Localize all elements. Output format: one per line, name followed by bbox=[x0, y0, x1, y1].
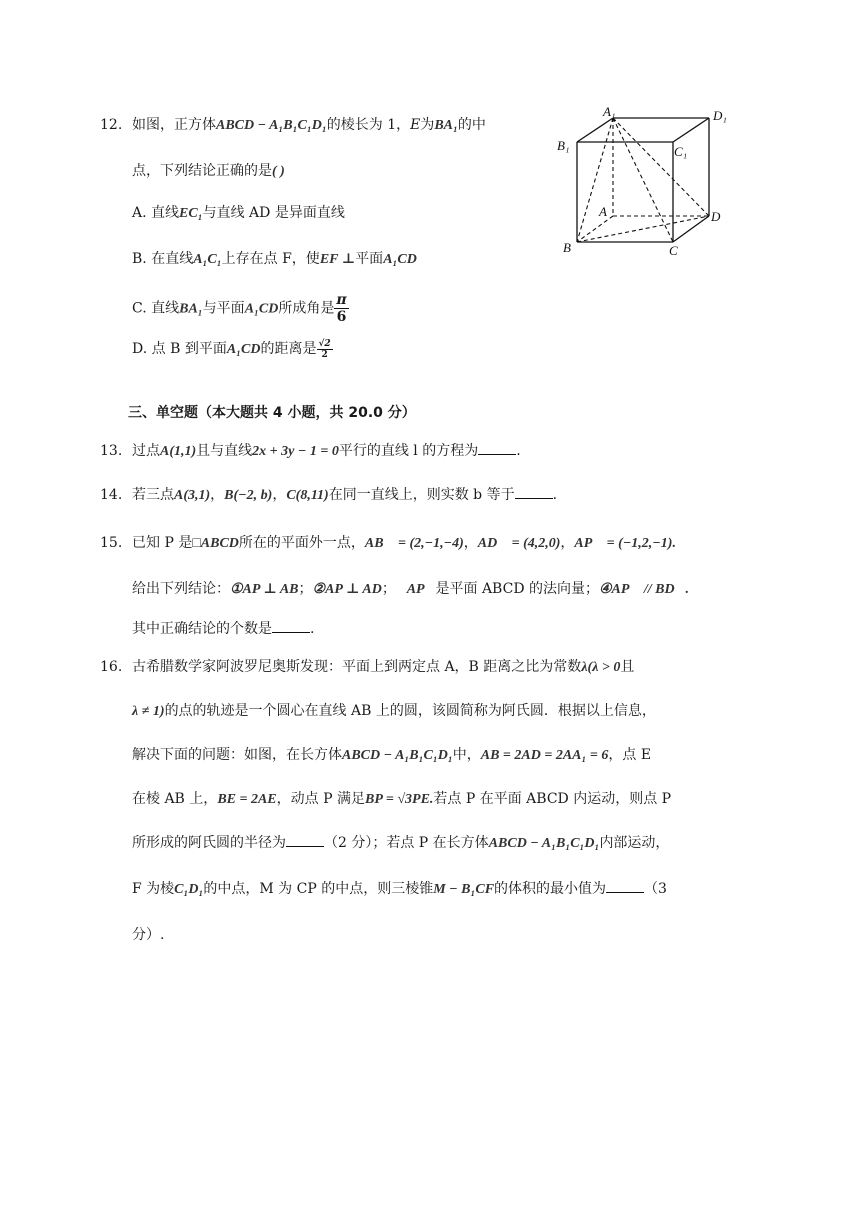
text: 且 bbox=[620, 659, 635, 675]
math-formula: A₁C₁ bbox=[193, 252, 222, 267]
math-formula: A₁CD bbox=[244, 301, 279, 317]
math-formula: ABCD − A₁B₁C₁D₁ bbox=[342, 748, 453, 763]
question-number: 14. bbox=[100, 487, 123, 503]
answer-bracket: ( ) bbox=[272, 164, 285, 179]
section-heading: 三、单空题（本大题共 4 小题，共 20.0 分） bbox=[128, 405, 416, 421]
text: ； bbox=[298, 581, 313, 597]
math-formula: EC₁ bbox=[179, 206, 203, 221]
math-formula: ABCD − A₁B₁C₁D₁ bbox=[216, 118, 327, 133]
text: 给出下列结论： bbox=[132, 581, 230, 597]
text: 且与直线 bbox=[196, 443, 253, 459]
math-formula: A₁CD bbox=[383, 252, 417, 267]
text: ， bbox=[560, 535, 575, 551]
text: 所在的平面外一点， bbox=[238, 535, 365, 551]
math-formula: A₁CD bbox=[226, 342, 261, 357]
question-number: 15. bbox=[100, 535, 123, 551]
text: 的棱长为 1， bbox=[326, 117, 411, 133]
cube-figure bbox=[553, 100, 733, 260]
math-formula: C(8,11) bbox=[286, 488, 329, 503]
option-d bbox=[132, 338, 333, 361]
question-stem-line1 bbox=[132, 656, 634, 679]
text: 的距离是 bbox=[260, 341, 317, 357]
math-formula: B(−2, b) bbox=[224, 488, 273, 503]
answer-blank[interactable] bbox=[272, 618, 310, 633]
question-stem bbox=[132, 484, 557, 507]
text: ， bbox=[210, 487, 225, 503]
answer-blank[interactable] bbox=[286, 832, 324, 847]
vertex-label-a: A bbox=[599, 204, 607, 219]
question-stem-line3 bbox=[132, 618, 314, 640]
question-stem-line1 bbox=[132, 114, 486, 137]
question-stem-line2 bbox=[132, 160, 285, 183]
vertex-label-c1: C₁ bbox=[674, 144, 688, 159]
math-formula: BA₁ bbox=[434, 118, 458, 133]
text: （2 分）；若点 P 在长方体 bbox=[324, 835, 489, 851]
vertex-label-d: D bbox=[711, 209, 721, 224]
text: F 为棱 bbox=[132, 881, 175, 897]
text: 的点的轨迹是一个圆心在直线 AB 上的圆，该圆简称为阿氏圆．根据以上信息， bbox=[164, 703, 656, 719]
text: 的中点，M 为 CP 的中点，则三棱锥 bbox=[203, 881, 434, 897]
text: 的中 bbox=[457, 117, 486, 133]
text: 平面 bbox=[355, 251, 384, 267]
text: 内部运动， bbox=[599, 835, 670, 851]
math-formula: □ABCD bbox=[192, 536, 239, 551]
math-formula: ④AP⃗ // BD⃗. bbox=[599, 582, 689, 597]
math-formula: AD⃗ = (4,2,0) bbox=[477, 536, 561, 551]
text: 分）. bbox=[132, 927, 165, 943]
math-formula: BP = √3PE. bbox=[364, 792, 434, 807]
vertex-label-b: B bbox=[563, 240, 571, 255]
math-formula: ③AP⃗ bbox=[395, 582, 436, 597]
text: 平行的直线 l 的方程为 bbox=[338, 443, 479, 459]
text: B. 在直线 bbox=[132, 251, 194, 267]
text: C. 直线 bbox=[132, 300, 180, 317]
vertex-label-b1: B₁ bbox=[557, 138, 570, 153]
text: 解决下面的问题：如图，在长方体 bbox=[132, 747, 342, 763]
math-formula: A(3,1) bbox=[174, 488, 211, 503]
text: 在棱 AB 上， bbox=[132, 791, 218, 807]
question-stem bbox=[132, 440, 521, 463]
text: 上存在点 F，使 bbox=[221, 251, 320, 267]
math-formula: 2x + 3y − 1 = 0 bbox=[252, 444, 339, 459]
text: 过点 bbox=[132, 443, 160, 459]
text: 中， bbox=[452, 747, 481, 763]
math-formula: A(1,1) bbox=[160, 444, 197, 459]
math-formula: BA₁ bbox=[179, 301, 203, 317]
question-stem-line2 bbox=[132, 700, 656, 723]
answer-blank[interactable] bbox=[478, 440, 516, 455]
text: ， bbox=[272, 487, 287, 503]
math-formula: λ(λ > 0 bbox=[581, 660, 621, 675]
text: 所形成的阿氏圆的半径为 bbox=[132, 835, 286, 851]
question-number: 16. bbox=[100, 659, 123, 675]
text: （3 bbox=[644, 881, 667, 897]
text: 古希腊数学家阿波罗尼奥斯发现：平面上到两定点 A，B 距离之比为常数 bbox=[132, 659, 582, 675]
math-formula: EF ⊥ bbox=[319, 252, 356, 267]
text: 点，下列结论正确的是 bbox=[132, 163, 272, 179]
text: ； bbox=[381, 581, 396, 597]
text: . bbox=[552, 487, 558, 503]
text: E bbox=[410, 117, 421, 133]
text: 的体积的最小值为 bbox=[494, 881, 607, 897]
text: 所成角是 bbox=[278, 300, 335, 317]
math-formula: AP⃗ = (−1,2,−1). bbox=[574, 536, 676, 551]
text: ，动点 P 满足 bbox=[276, 791, 365, 807]
text: 在同一直线上，则实数 b 等于 bbox=[328, 487, 515, 503]
option-c bbox=[132, 292, 349, 325]
question-stem-line5 bbox=[132, 832, 669, 855]
text: 若三点 bbox=[132, 487, 174, 503]
math-formula: AB⃗ = (2,−1,−4) bbox=[364, 536, 464, 551]
text: D. 点 B 到平面 bbox=[132, 341, 227, 357]
text: 其中正确结论的个数是 bbox=[132, 621, 272, 637]
question-stem-line7 bbox=[132, 924, 164, 946]
math-formula: C₁D₁ bbox=[174, 882, 204, 897]
vertex-label-a1: A₁ bbox=[603, 104, 616, 119]
math-formula: AB = 2AD = 2AA₁ = 6 bbox=[480, 748, 609, 763]
text: ， bbox=[463, 535, 478, 551]
text: . bbox=[516, 443, 521, 459]
text: 若点 P 在平面 ABCD 内运动，则点 P bbox=[433, 791, 672, 807]
question-stem-line3 bbox=[132, 744, 651, 767]
denominator: 2 bbox=[321, 349, 328, 360]
text: 与直线 AD 是异面直线 bbox=[202, 205, 345, 221]
math-formula: ①AP ⊥ AB bbox=[230, 582, 299, 597]
question-stem-line4 bbox=[132, 788, 671, 811]
fraction-sqrt2-over-2 bbox=[317, 339, 333, 360]
text: ，点 E bbox=[608, 747, 652, 763]
question-number: 12. bbox=[100, 117, 123, 133]
text: A. 直线 bbox=[132, 205, 180, 221]
fraction-pi-over-6 bbox=[334, 292, 348, 325]
math-formula: λ ≠ 1) bbox=[132, 704, 165, 719]
text: 如图，正方体 bbox=[132, 117, 216, 133]
option-b bbox=[132, 248, 417, 271]
question-stem-line2 bbox=[132, 578, 689, 601]
math-formula: BE = 2AE bbox=[217, 792, 277, 807]
vertex-label-c: C bbox=[669, 243, 678, 258]
text: 是平面 ABCD 的法向量； bbox=[435, 581, 599, 597]
answer-blank[interactable] bbox=[515, 484, 553, 499]
answer-blank[interactable] bbox=[606, 878, 644, 893]
numerator: √2 bbox=[318, 338, 331, 349]
denominator: 6 bbox=[336, 309, 347, 325]
text: . bbox=[310, 621, 315, 637]
math-formula: ②AP ⊥ AD bbox=[312, 582, 382, 597]
text: 与平面 bbox=[202, 300, 245, 317]
math-formula: M − B₁CF bbox=[433, 882, 495, 897]
question-stem-line1 bbox=[132, 532, 676, 555]
vertex-label-d1: D₁ bbox=[713, 108, 727, 123]
option-a bbox=[132, 202, 345, 225]
question-stem-line6 bbox=[132, 878, 667, 901]
math-formula: ABCD − A₁B₁C₁D₁ bbox=[488, 836, 600, 851]
question-number: 13. bbox=[100, 443, 123, 459]
numerator: π bbox=[336, 292, 347, 308]
text: 已知 P 是 bbox=[132, 535, 193, 551]
text: 为 bbox=[420, 117, 435, 133]
